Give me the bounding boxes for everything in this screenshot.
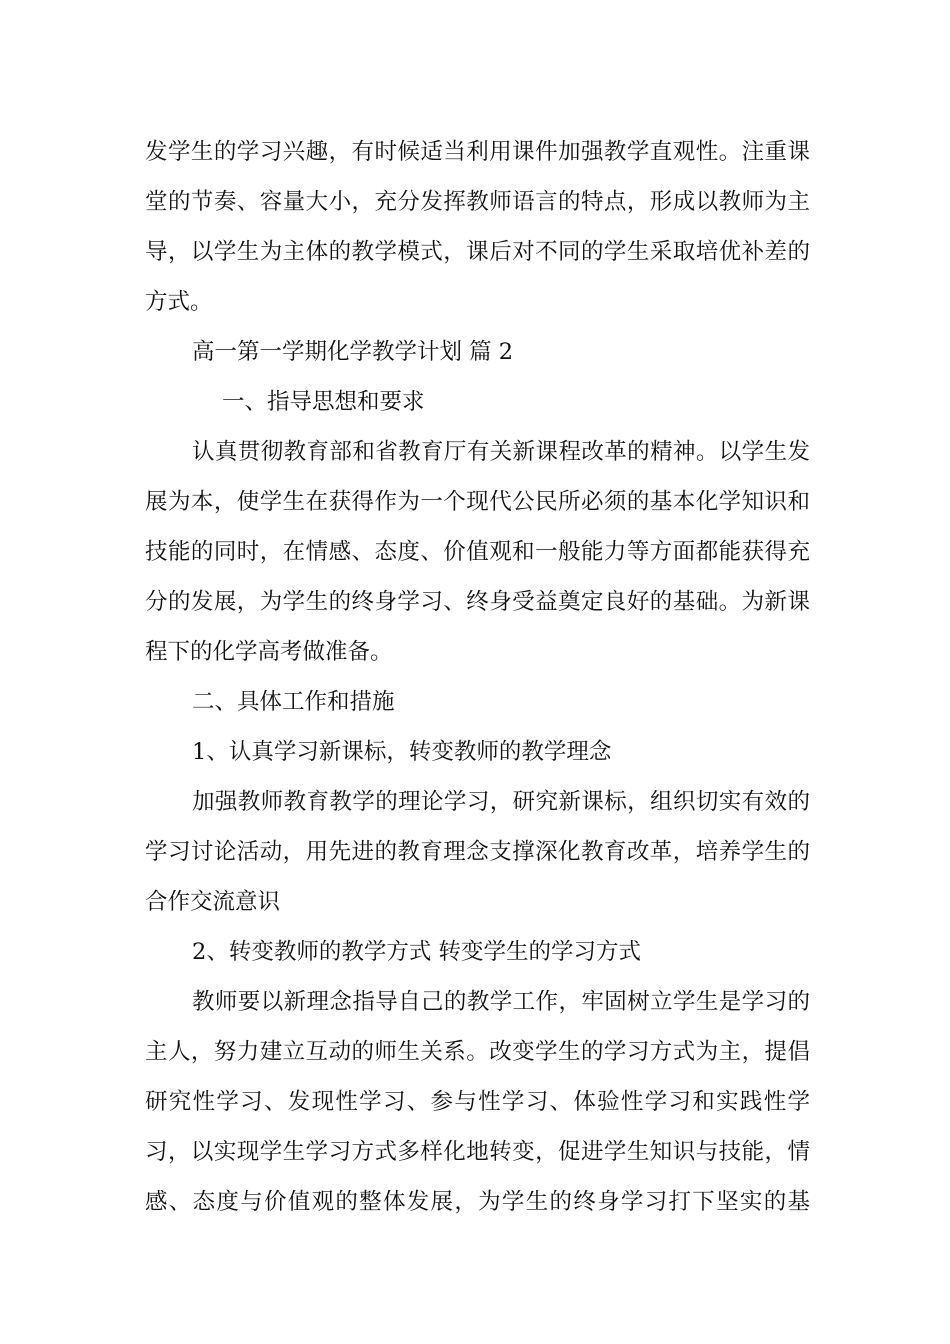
section-title: 高一第一学期化学教学计划 篇 2: [192, 339, 514, 365]
paragraph-line: 教师要以新理念指导自己的教学工作，牢固树立学生是学习的: [192, 989, 810, 1015]
paragraph-line: 技能的同时，在情感、态度、价值观和一般能力等方面都能获得充: [145, 539, 810, 565]
paragraph-line: 导，以学生为主体的教学模式，课后对不同的学生采取培优补差的: [145, 239, 810, 265]
paragraph-line: 学习讨论活动，用先进的教育理念支撑深化教育改革，培养学生的: [145, 839, 810, 865]
paragraph-line: 程下的化学高考做准备。: [145, 639, 393, 665]
paragraph-line: 合作交流意识: [145, 889, 281, 915]
paragraph-line: 发学生的学习兴趣，有时候适当利用课件加强教学直观性。注重课: [145, 139, 810, 165]
paragraph-line: 加强教师教育教学的理论学习，研究新课标，组织切实有效的: [192, 789, 810, 815]
paragraph-line: 习，以实现学生学习方式多样化地转变，促进学生知识与技能，情: [145, 1139, 810, 1165]
paragraph-line: 展为本，使学生在获得作为一个现代公民所必须的基本化学知识和: [145, 489, 810, 515]
subsection-heading-2: 2、转变教师的教学方式 转变学生的学习方式: [192, 939, 641, 965]
paragraph-line: 分的发展，为学生的终身学习、终身受益奠定良好的基础。为新课: [145, 589, 810, 615]
paragraph-line: 研究性学习、发现性学习、参与性学习、体验性学习和实践性学: [145, 1089, 810, 1115]
section-heading-1: 一、指导思想和要求: [222, 389, 425, 415]
paragraph-line: 认真贯彻教育部和省教育厅有关新课程改革的精神。以学生发: [192, 439, 810, 465]
paragraph-line: 堂的节奏、容量大小，充分发挥教师语言的特点，形成以教师为主: [145, 189, 810, 215]
paragraph-line: 主人，努力建立互动的师生关系。改变学生的学习方式为主，提倡: [145, 1039, 810, 1065]
paragraph-line: 感、态度与价值观的整体发展，为学生的终身学习打下坚实的基: [145, 1189, 810, 1215]
subsection-heading-1: 1、认真学习新课标，转变教师的教学理念: [192, 739, 612, 765]
section-heading-2: 二、具体工作和措施: [192, 689, 395, 715]
paragraph-line: 方式。: [145, 289, 213, 315]
